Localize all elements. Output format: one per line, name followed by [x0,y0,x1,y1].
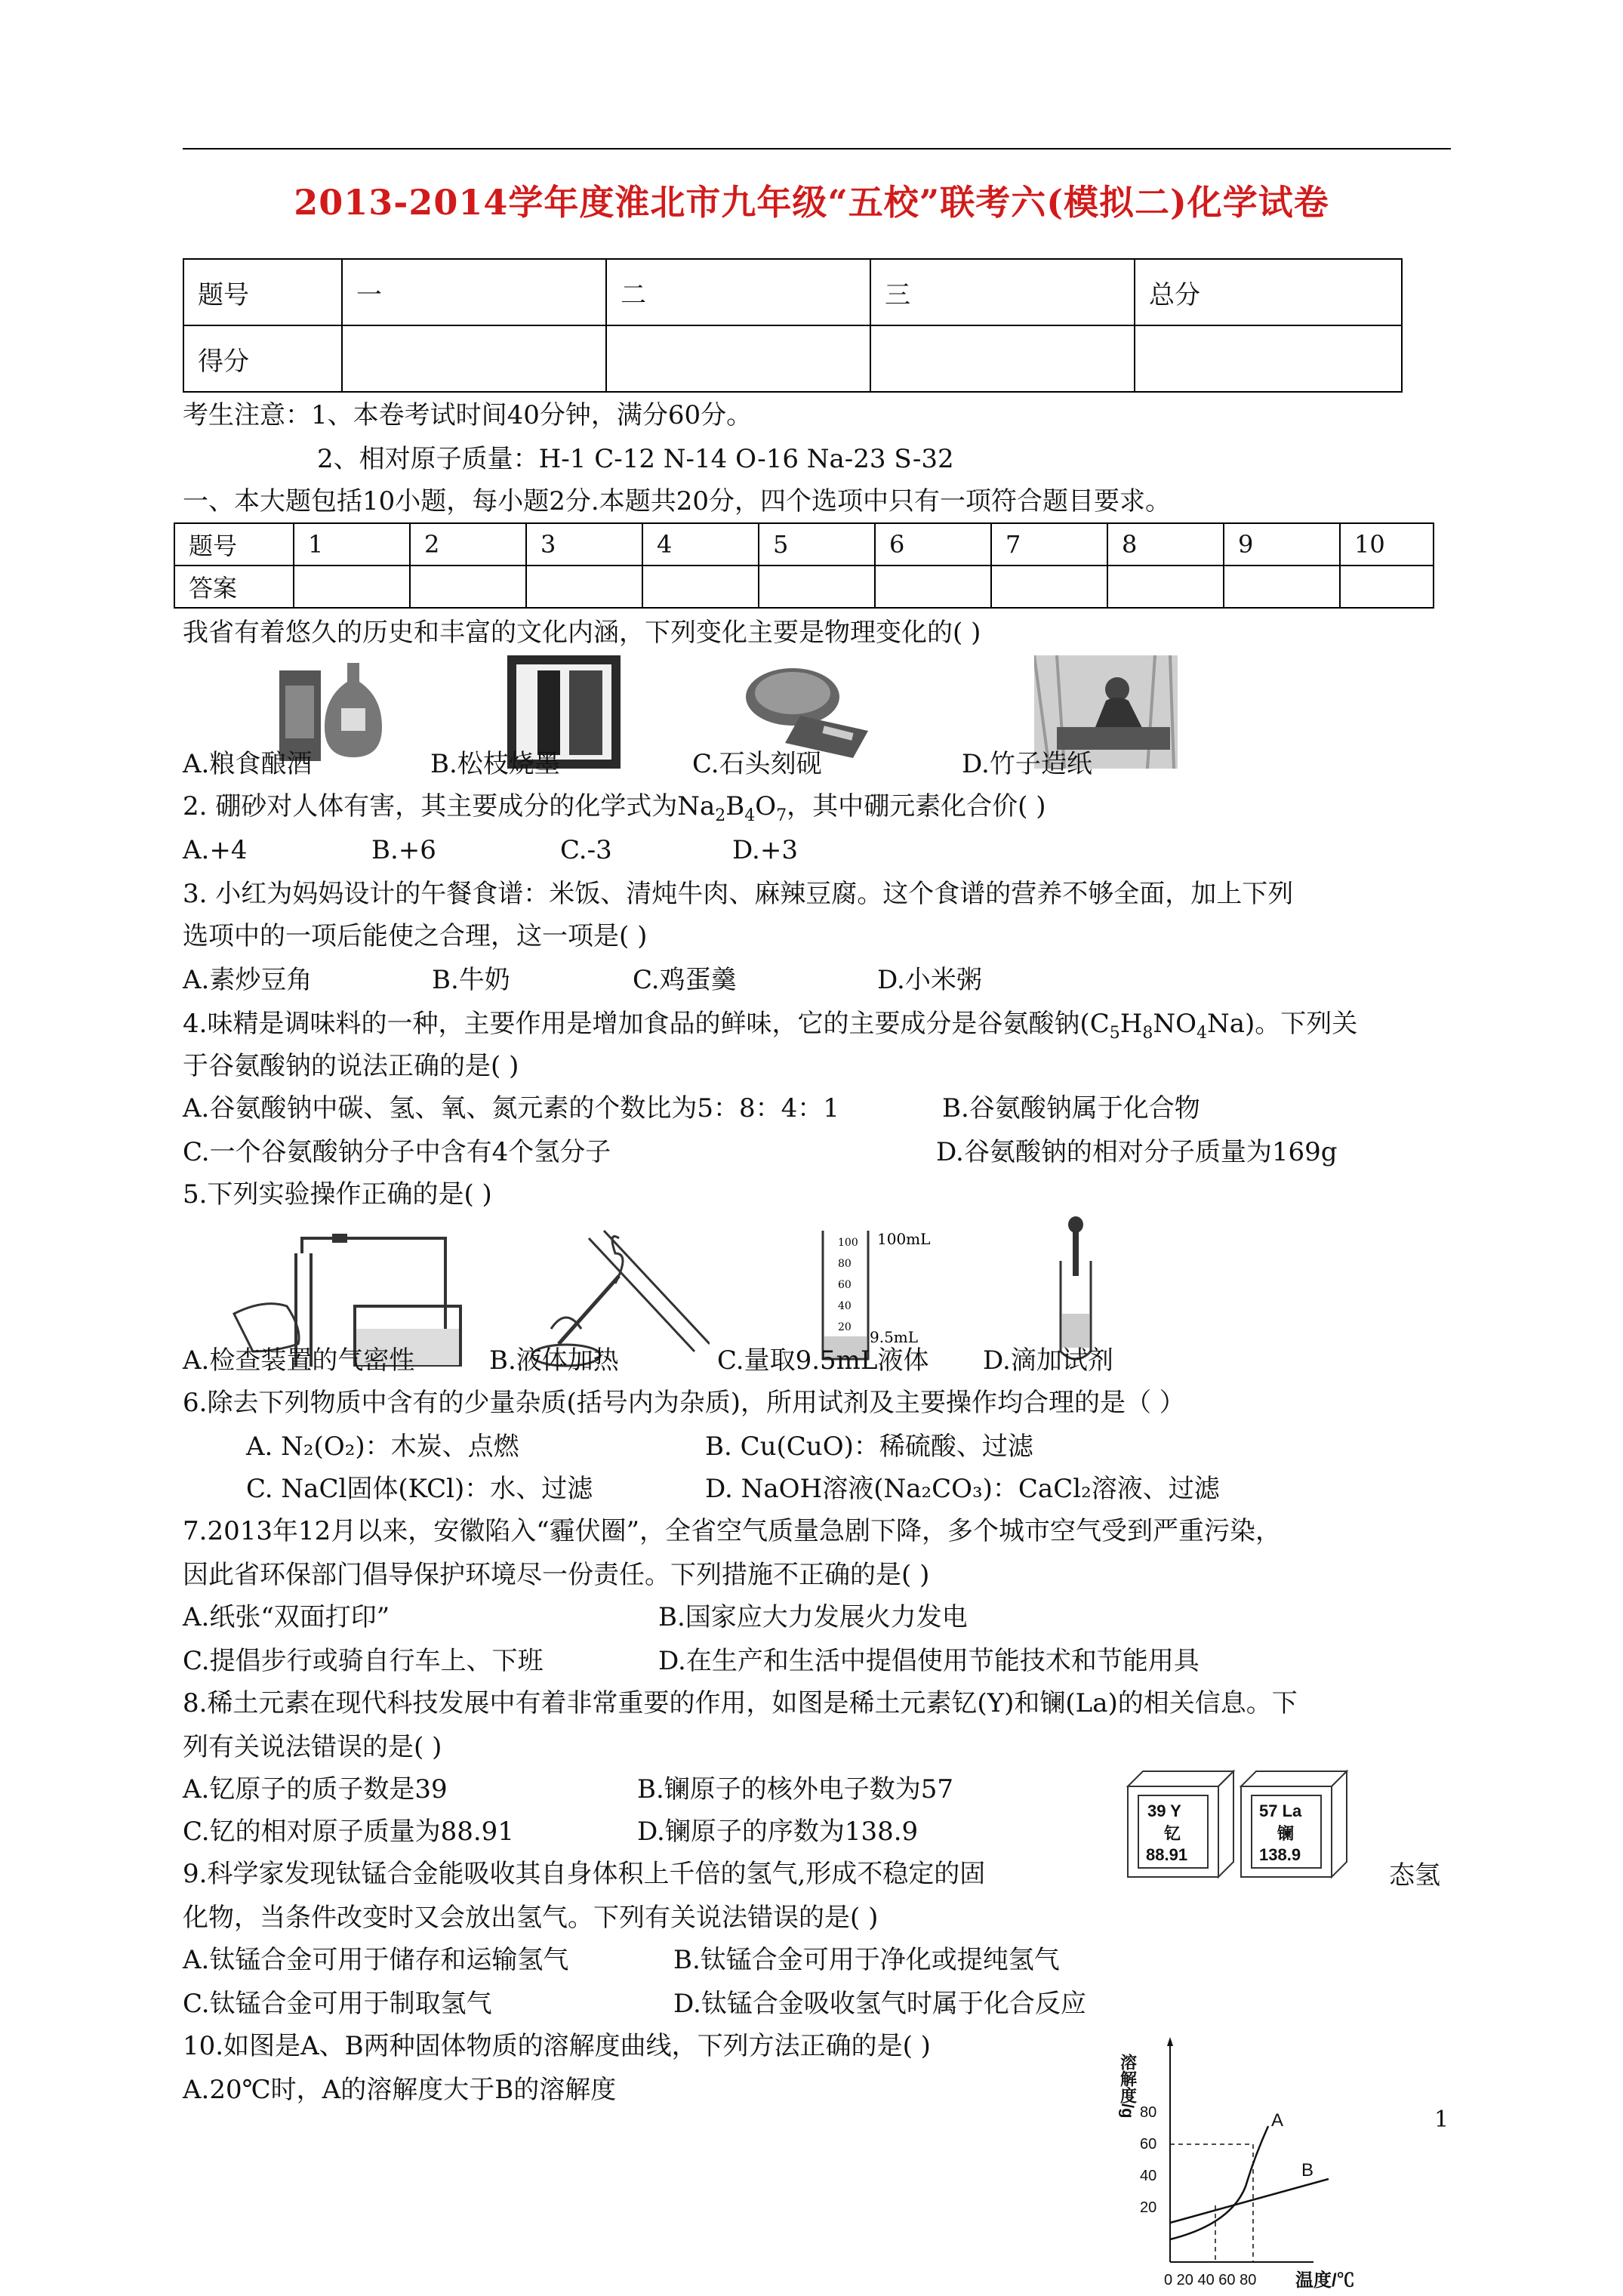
graph-xticks: 0 20 40 60 80 [1164,2272,1257,2288]
answer-table [174,522,1434,609]
q5-option-c[interactable]: C.量取9.5mL液体 [717,1345,929,1376]
answer-cell[interactable] [1107,566,1224,608]
q6-stem: 6.除去下列物质中含有的少量杂质(括号内为杂质)，所用试剂及主要操作均合理的是（ ） [183,1388,1185,1418]
q8-option-b[interactable]: B.镧原子的核外电子数为57 [637,1774,954,1804]
answer-header-cell: 6 [875,523,991,566]
answer-header-cell: 5 [759,523,875,566]
q3-options [183,963,1013,997]
q2-option-d[interactable]: D.+3 [732,835,798,865]
cylinder-capacity-label: 100mL [877,1230,931,1248]
answer-header-cell: 2 [410,523,526,566]
section-heading: 一、本大题包括10小题，每小题2分.本题共20分，四个选项中只有一项符合题目要求。 [183,486,1171,516]
q10-stem: 10.如图是A、B两种固体物质的溶解度曲线，下列方法正确的是( ) [183,2031,931,2061]
lanthanum-symbol: 57 La [1259,1801,1302,1820]
q7-stem-line2: 因此省环保部门倡导保护环境尽一份责任。下列措施不正确的是( ) [183,1560,930,1590]
q7-option-c[interactable]: C.提倡步行或骑自行车上、下班 [183,1646,544,1676]
q2-formula-sub: 2 [715,806,726,825]
q3-option-a[interactable]: A.素炒豆角 [183,965,313,995]
q7-option-a[interactable]: A.纸张“双面打印” [183,1602,390,1632]
q2-stem-text: 2. 硼砂对人体有害，其主要成分的化学式为Na [183,791,716,821]
lanthanum-mass: 138.9 [1259,1845,1301,1864]
graph-ytick: 80 [1140,2104,1157,2121]
q2-stem-tail: ，其中硼元素化合价( ) [787,791,1046,821]
page-number: 1 [1434,2106,1449,2133]
curve-b [1170,2179,1329,2223]
q1-option-a[interactable]: A.粮食酿酒 [183,749,313,779]
graph-ylabel: 溶解度/g [1118,2054,1138,2119]
score-label-cell: 得分 [183,325,342,392]
q4-formula-part: NO [1153,1009,1196,1039]
answer-cell[interactable] [875,566,991,608]
answer-cell[interactable] [526,566,642,608]
element-cells-figure [1120,1764,1377,1885]
q4-option-a[interactable]: A.谷氨酸钠中碳、氢、氧、氮元素的个数比为5：8：4：1 [183,1093,839,1123]
q4-formula-sub: 4 [1196,1023,1207,1043]
q3-stem-line2: 选项中的一项后能使之合理，这一项是( ) [183,921,648,951]
answer-header-cell: 7 [991,523,1107,566]
q4-stem-line1 [183,1007,1357,1050]
cylinder-tick-label: 20 [838,1321,852,1333]
cylinder-tick-label: 80 [838,1258,852,1270]
q1-option-b[interactable]: B.松枝烧墨 [430,749,560,779]
score-header-cell: 一 [342,259,606,325]
score-header-cell: 三 [870,259,1135,325]
q7-stem-line1: 7.2013年12月以来，安徽陷入“霾伏圈”，全省空气质量急剧下降，多个城市空气受到严重污染， [183,1516,1281,1546]
q4-formula-sub: 8 [1142,1023,1153,1043]
q6-option-b[interactable]: B. Cu(CuO)：稀硫酸、过滤 [705,1432,1033,1462]
q2-option-b[interactable]: B.+6 [371,835,436,865]
graph-xlabel: 温度/℃ [1295,2270,1355,2291]
q9-option-a[interactable]: A.钛锰合金可用于储存和运输氢气 [183,1945,569,1975]
q5-stem: 5.下列实验操作正确的是( ) [183,1179,492,1210]
q5-option-d[interactable]: D.滴加试剂 [983,1345,1113,1376]
q5-option-a[interactable]: A.检查装置的气密性 [183,1345,415,1376]
score-value-cell[interactable] [1135,325,1402,392]
q4-stem-tail: Na)。下列关 [1207,1009,1358,1039]
q1-option-d[interactable]: D.竹子造纸 [962,749,1092,779]
q8-option-a[interactable]: A.钇原子的质子数是39 [183,1774,448,1804]
cylinder-tick-label: 100 [838,1237,858,1249]
yttrium-symbol: 39 Y [1147,1801,1181,1820]
answer-label-cell: 答案 [174,566,294,608]
q9-stem-line1b: 态氢 [1389,1860,1440,1891]
answer-header-cell: 9 [1224,523,1340,566]
q4-option-c[interactable]: C.一个谷氨酸钠分子中含有4个氢分子 [183,1137,611,1167]
q9-option-d[interactable]: D.钛锰合金吸收氢气时属于化合反应 [673,1989,1086,2019]
score-value-cell[interactable] [342,325,606,392]
q4-stem-text: 4.味精是调味料的一种，主要作用是增加食品的鲜味，它的主要成分是谷氨酸钠(C [183,1009,1110,1039]
notice-line-2: 2、相对原子质量：H-1 C-12 N-14 O-16 Na-23 S-32 [317,444,954,474]
q2-options [183,834,862,867]
q2-option-c[interactable]: C.-3 [560,835,612,865]
q10-option-a[interactable]: A.20℃时，A的溶解度大于B的溶解度 [183,2075,617,2105]
answer-header-cell: 3 [526,523,642,566]
answer-header-cell: 8 [1107,523,1224,566]
q3-option-b[interactable]: B.牛奶 [432,965,510,995]
q2-formula-sub: 7 [776,806,787,825]
score-header-cell: 题号 [183,259,342,325]
score-header-cell: 总分 [1135,259,1402,325]
graph-ytick: 20 [1140,2199,1157,2216]
q1-stem: 我省有着悠久的历史和丰富的文化内涵，下列变化主要是物理变化的( ) [183,618,981,648]
q7-option-d[interactable]: D.在生产和生活中提倡使用节能技术和节能用具 [658,1646,1200,1676]
curve-a-label: A [1271,2110,1284,2131]
q9-stem-line1a: 9.科学家发现钛锰合金能吸收其自身体积上千倍的氢气,形成不稳定的固 [183,1859,986,1889]
graph-y-arrow [1167,2037,1173,2046]
q9-stem-line2: 化物，当条件改变时又会放出氢气。下列有关说法错误的是( ) [183,1903,879,1933]
notice-line-1: 考生注意：1、本卷考试时间40分钟，满分60分。 [183,400,753,430]
q8-stem-line2: 列有关说法错误的是( ) [183,1732,442,1762]
answer-cell[interactable] [294,566,410,608]
q4-formula-part: H [1119,1009,1143,1039]
q2-formula-part: B [725,791,745,821]
q8-option-d[interactable]: D.镧原子的序数为138.9 [637,1817,919,1847]
lanthanum-name: 镧 [1277,1824,1295,1843]
score-table [183,258,1403,393]
q1-option-c[interactable]: C.石头刻砚 [692,749,822,779]
q8-option-c[interactable]: C.钇的相对原子质量为88.91 [183,1817,514,1847]
q2-formula-part: O [755,791,777,821]
q3-option-c[interactable]: C.鸡蛋羹 [633,965,737,995]
q3-option-d[interactable]: D.小米粥 [877,965,982,995]
yttrium-name: 钇 [1164,1824,1181,1843]
solubility-graph [1117,2036,1404,2292]
q8-stem-line1: 8.稀土元素在现代科技发展中有着非常重要的作用，如图是稀土元素钇(Y)和镧(La)的相关信息。下 [183,1688,1298,1718]
answer-cell[interactable] [410,566,526,608]
exam-title: 2013-2014学年度淮北市九年级“五校”联考六(模拟二)化学试卷 [294,182,1329,223]
answer-cell[interactable] [1340,566,1434,608]
q6-option-a[interactable]: A. N₂(O₂)：木炭、点燃 [246,1432,519,1462]
q2-option-a[interactable]: A.+4 [183,835,248,865]
q4-stem-line2: 于谷氨酸钠的说法正确的是( ) [183,1051,519,1081]
score-header-cell: 二 [606,259,870,325]
q6-option-c[interactable]: C. NaCl固体(KCl)：水、过滤 [246,1474,593,1504]
q4-option-b[interactable]: B.谷氨酸钠属于化合物 [942,1093,1200,1123]
q1-options [183,747,1240,781]
q3-stem-line1: 3. 小红为妈妈设计的午餐食谱：米饭、清炖牛肉、麻辣豆腐。这个食谱的营养不够全面，加上下列 [183,879,1294,909]
q7-option-b[interactable]: B.国家应大力发展火力发电 [658,1602,968,1632]
q4-option-d[interactable]: D.谷氨酸钠的相对分子质量为169g [936,1137,1338,1167]
answer-header-cell: 4 [642,523,759,566]
q2-formula-sub: 4 [744,806,756,825]
q9-option-b[interactable]: B.钛锰合金可用于净化或提纯氢气 [673,1945,1060,1975]
yttrium-mass: 88.91 [1146,1845,1188,1864]
q6-option-d[interactable]: D. NaOH溶液(Na₂CO₃)：CaCl₂溶液、过滤 [705,1474,1220,1504]
graph-ytick: 60 [1140,2136,1157,2153]
answer-cell[interactable] [991,566,1107,608]
graph-ytick: 40 [1140,2168,1157,2184]
q2-stem [183,790,1046,833]
header-rule [183,148,1451,149]
answer-cell[interactable] [759,566,875,608]
q5-options [183,1344,1240,1377]
answer-header-cell: 1 [294,523,410,566]
q9-option-c[interactable]: C.钛锰合金可用于制取氢气 [183,1989,492,2019]
answer-cell[interactable] [1224,566,1340,608]
score-value-cell[interactable] [606,325,870,392]
answer-header-cell: 10 [1340,523,1434,566]
cylinder-reading-label: 9.5mL [870,1328,919,1346]
q4-formula-sub: 5 [1109,1023,1120,1043]
score-value-cell[interactable] [870,325,1135,392]
q5-option-b[interactable]: B.液体加热 [489,1345,619,1376]
cylinder-tick-label: 60 [838,1279,852,1291]
curve-b-label: B [1301,2160,1314,2180]
answer-cell[interactable] [642,566,759,608]
answer-header-cell: 题号 [174,523,294,566]
cylinder-tick-label: 40 [838,1300,852,1312]
